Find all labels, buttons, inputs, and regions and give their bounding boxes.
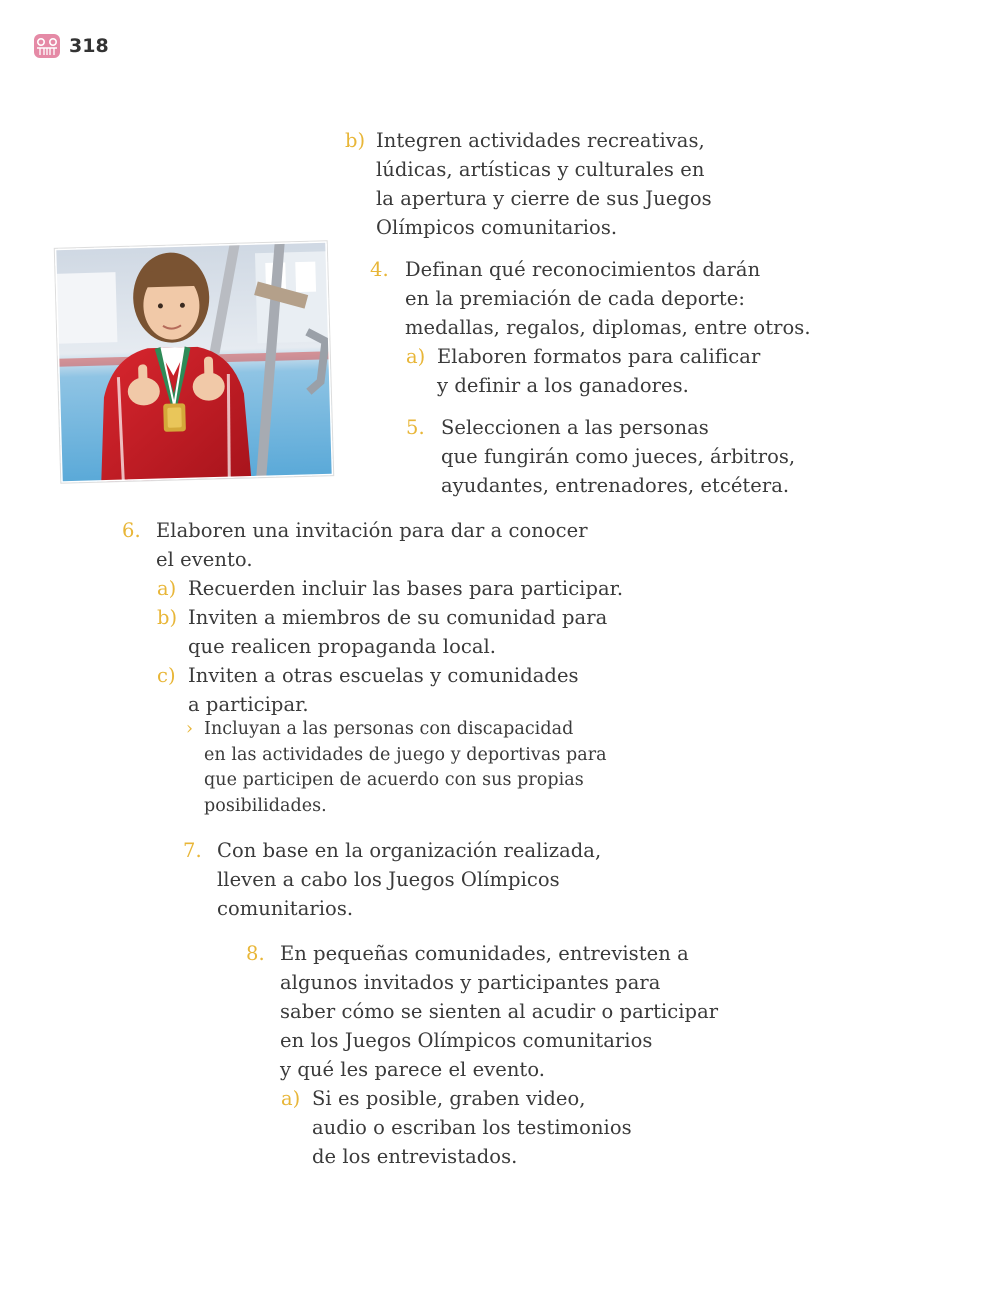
- item-text: Recuerden incluir las bases para participar.: [188, 577, 624, 600]
- item-marker: c): [157, 664, 176, 687]
- bullet-marker: ›: [186, 719, 194, 739]
- list-item-4: [370, 255, 811, 342]
- list-item-6c: [157, 661, 579, 719]
- list-item-8a: [281, 1084, 632, 1171]
- item-marker: a): [406, 345, 426, 368]
- item-marker: b): [157, 606, 178, 629]
- athlete-photo: [55, 241, 333, 483]
- item-marker: 5.: [406, 416, 425, 439]
- item-text: Con base en la organización realizada, lleven a cabo los Juegos Olímpicos comunitarios.: [217, 839, 602, 920]
- page-number: [33, 32, 109, 60]
- item-text: Definan qué reconocimientos darán en la premiación de cada deporte: medallas, regalos, diplomas, entre otros.: [405, 258, 811, 339]
- item-marker: a): [281, 1087, 301, 1110]
- item-text: Elaboren una invitación para dar a conocer el evento.: [156, 519, 588, 571]
- list-item-6a: [157, 574, 623, 603]
- item-text: Seleccionen a las personas que fungirán como jueces, árbitros, ayudantes, entrenadores, etcétera.: [441, 416, 796, 497]
- item-marker: 7.: [183, 839, 202, 862]
- item-text: Inviten a miembros de su comunidad para que realicen propaganda local.: [188, 606, 608, 658]
- list-item-5: [406, 413, 795, 500]
- item-text: Integren actividades recreativas, lúdicas, artísticas y culturales en la apertura y cierre de sus Juegos Olímpicos comunitarios.: [376, 129, 712, 239]
- item-marker: 4.: [370, 258, 389, 281]
- item-marker: 8.: [246, 942, 265, 965]
- item-text: Incluyan a las personas con discapacidad en las actividades de juego y deportivas para que participen de acuerdo con sus propias posibilidades.: [204, 719, 607, 816]
- item-text: Inviten a otras escuelas y comunidades a participar.: [188, 664, 579, 716]
- book-series-icon: [33, 33, 61, 59]
- page-number-text: 318: [69, 35, 109, 57]
- list-item-6c-bullet: [186, 717, 607, 819]
- list-item-6: [122, 516, 588, 574]
- item-marker: a): [157, 577, 177, 600]
- item-text: Elaboren formatos para calificar y definir a los ganadores.: [437, 345, 761, 397]
- list-item-8: [246, 939, 718, 1084]
- list-item-6b: [157, 603, 607, 661]
- list-item-7: [183, 836, 601, 923]
- item-text: En pequeñas comunidades, entrevisten a algunos invitados y participantes para saber cómo se sienten al acudir o participar en los Juegos Olímpicos comunitarios y qué les parece el evento.: [280, 942, 719, 1081]
- item-marker: 6.: [122, 519, 141, 542]
- list-item-b-integren: [345, 126, 712, 242]
- item-marker: b): [345, 129, 366, 152]
- list-item-4a: [406, 342, 760, 400]
- item-text: Si es posible, graben video, audio o escriban los testimonios de los entrevistados.: [312, 1087, 632, 1168]
